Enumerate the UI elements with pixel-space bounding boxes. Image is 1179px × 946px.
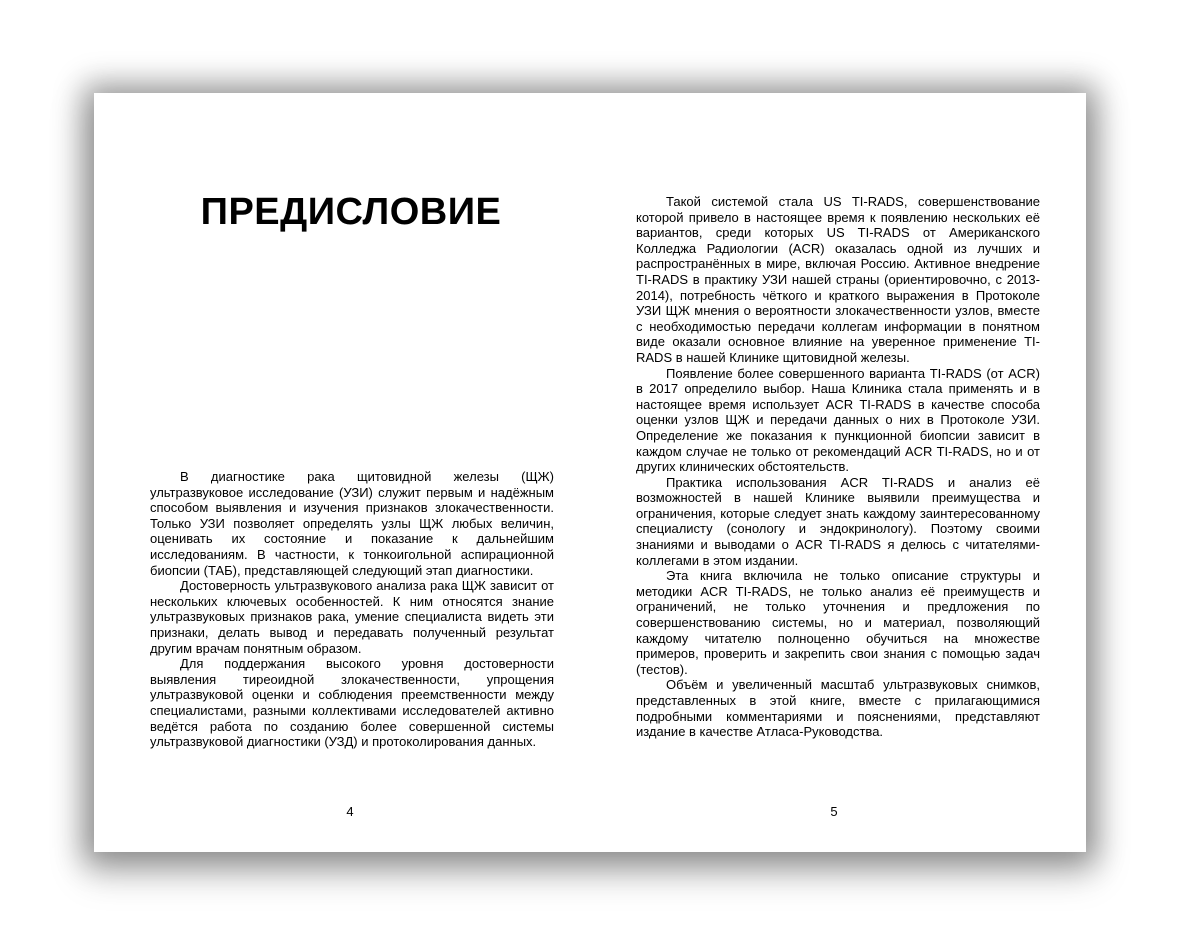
paragraph: Объём и увеличенный масштаб ультразвуковых снимков, представленных в этой книге, вместе с прилагающимися подробными комментариями и пояснениями, представляют издание в качестве Атласа-Руководства. <box>636 677 1040 740</box>
left-page-body <box>150 469 554 750</box>
page-number: 4 <box>346 804 354 819</box>
book-spread <box>94 93 1086 852</box>
paragraph: Эта книга включила не только описание структуры и методики ACR TI-RADS, не только анализ её преимуществ и ограничений, не только уточнения и предложения по совершенствованию системы, но и материал, позволяющий каждому читателю полноценно обучиться на множестве примеров, проверить и закрепить свои знания с помощью задач (тестов). <box>636 568 1040 677</box>
paragraph: Появление более совершенного варианта TI-RADS (от ACR) в 2017 определило выбор. Наша Клиника стала применять и в настоящее время использует ACR TI-RADS в качестве способа оценки узлов ЩЖ и передачи данных о них в Протоколе УЗИ. Определение же показания к пункционной биопсии зависит в каждом случае не только от рекомендаций ACR TI-RADS, но и от других клинических обстоятельств. <box>636 365 1040 475</box>
paragraph: Практика использования ACR TI-RADS и анализ её возможностей в нашей Клинике выявили преимущества и ограничения, которые следует знать каждому заинтересованному специалисту (сонологу и эндокринологу). Поэтому своими знаниями и выводами о ACR TI-RADS я делюсь с читателями-коллегами в этом издании. <box>636 474 1040 568</box>
page-title: ПРЕДИСЛОВИЕ <box>200 191 502 233</box>
paragraph: В диагностике рака щитовидной железы (ЩЖ) ультразвуковое исследование (УЗИ) служит первым и надёжным способом выявления и изучения признаков злокачественности. Только УЗИ позволяет определять узлы ЩЖ любых величин, оценивать их состояние и показание к дальнейшим исследованиям. В частности, к тонкоигольной аспирационной биопсии (ТАБ), представляющей следующий этап диагностики. <box>150 469 554 578</box>
left-page <box>94 93 590 852</box>
right-page-body <box>636 194 1040 740</box>
paragraph: Такой системой стала US TI-RADS, совершенствование которой привело в настоящее время к появлению нескольких её вариантов, среди которых US TI-RADS от Американского Колледжа Радиологии (ACR) оказалась одной из лучших и распространённых в мире, включая Россию. Активное внедрение TI-RADS в практику УЗИ нашей страны (ориентировочно, с 2013-2014), потребность чёткого и краткого выражения в Протоколе УЗИ ЩЖ мнения о вероятности злокачественности узлов, вместе с необходимостью передачи коллегам информации в понятном виде оказали основное влияние на уверенное применение TI-RADS в нашей Клинике щитовидной железы. <box>636 194 1040 365</box>
right-page <box>590 93 1086 852</box>
paragraph: Для поддержания высокого уровня достоверности выявления тиреоидной злокачественности, упрощения ультразвуковой оценки и соблюдения преемственности между специалистами, разными коллективами исследователей активно ведётся работа по созданию более совершенной системы ультразвуковой диагностики (УЗД) и протоколирования данных. <box>150 656 554 750</box>
page-number: 5 <box>830 804 838 819</box>
paragraph: Достоверность ультразвукового анализа рака ЩЖ зависит от нескольких ключевых особенностей. К ним относятся знание ультразвуковых признаков рака, умение специалиста видеть эти признаки, делать вывод и передавать полученный результат другим врачам понятным образом. <box>150 578 554 656</box>
